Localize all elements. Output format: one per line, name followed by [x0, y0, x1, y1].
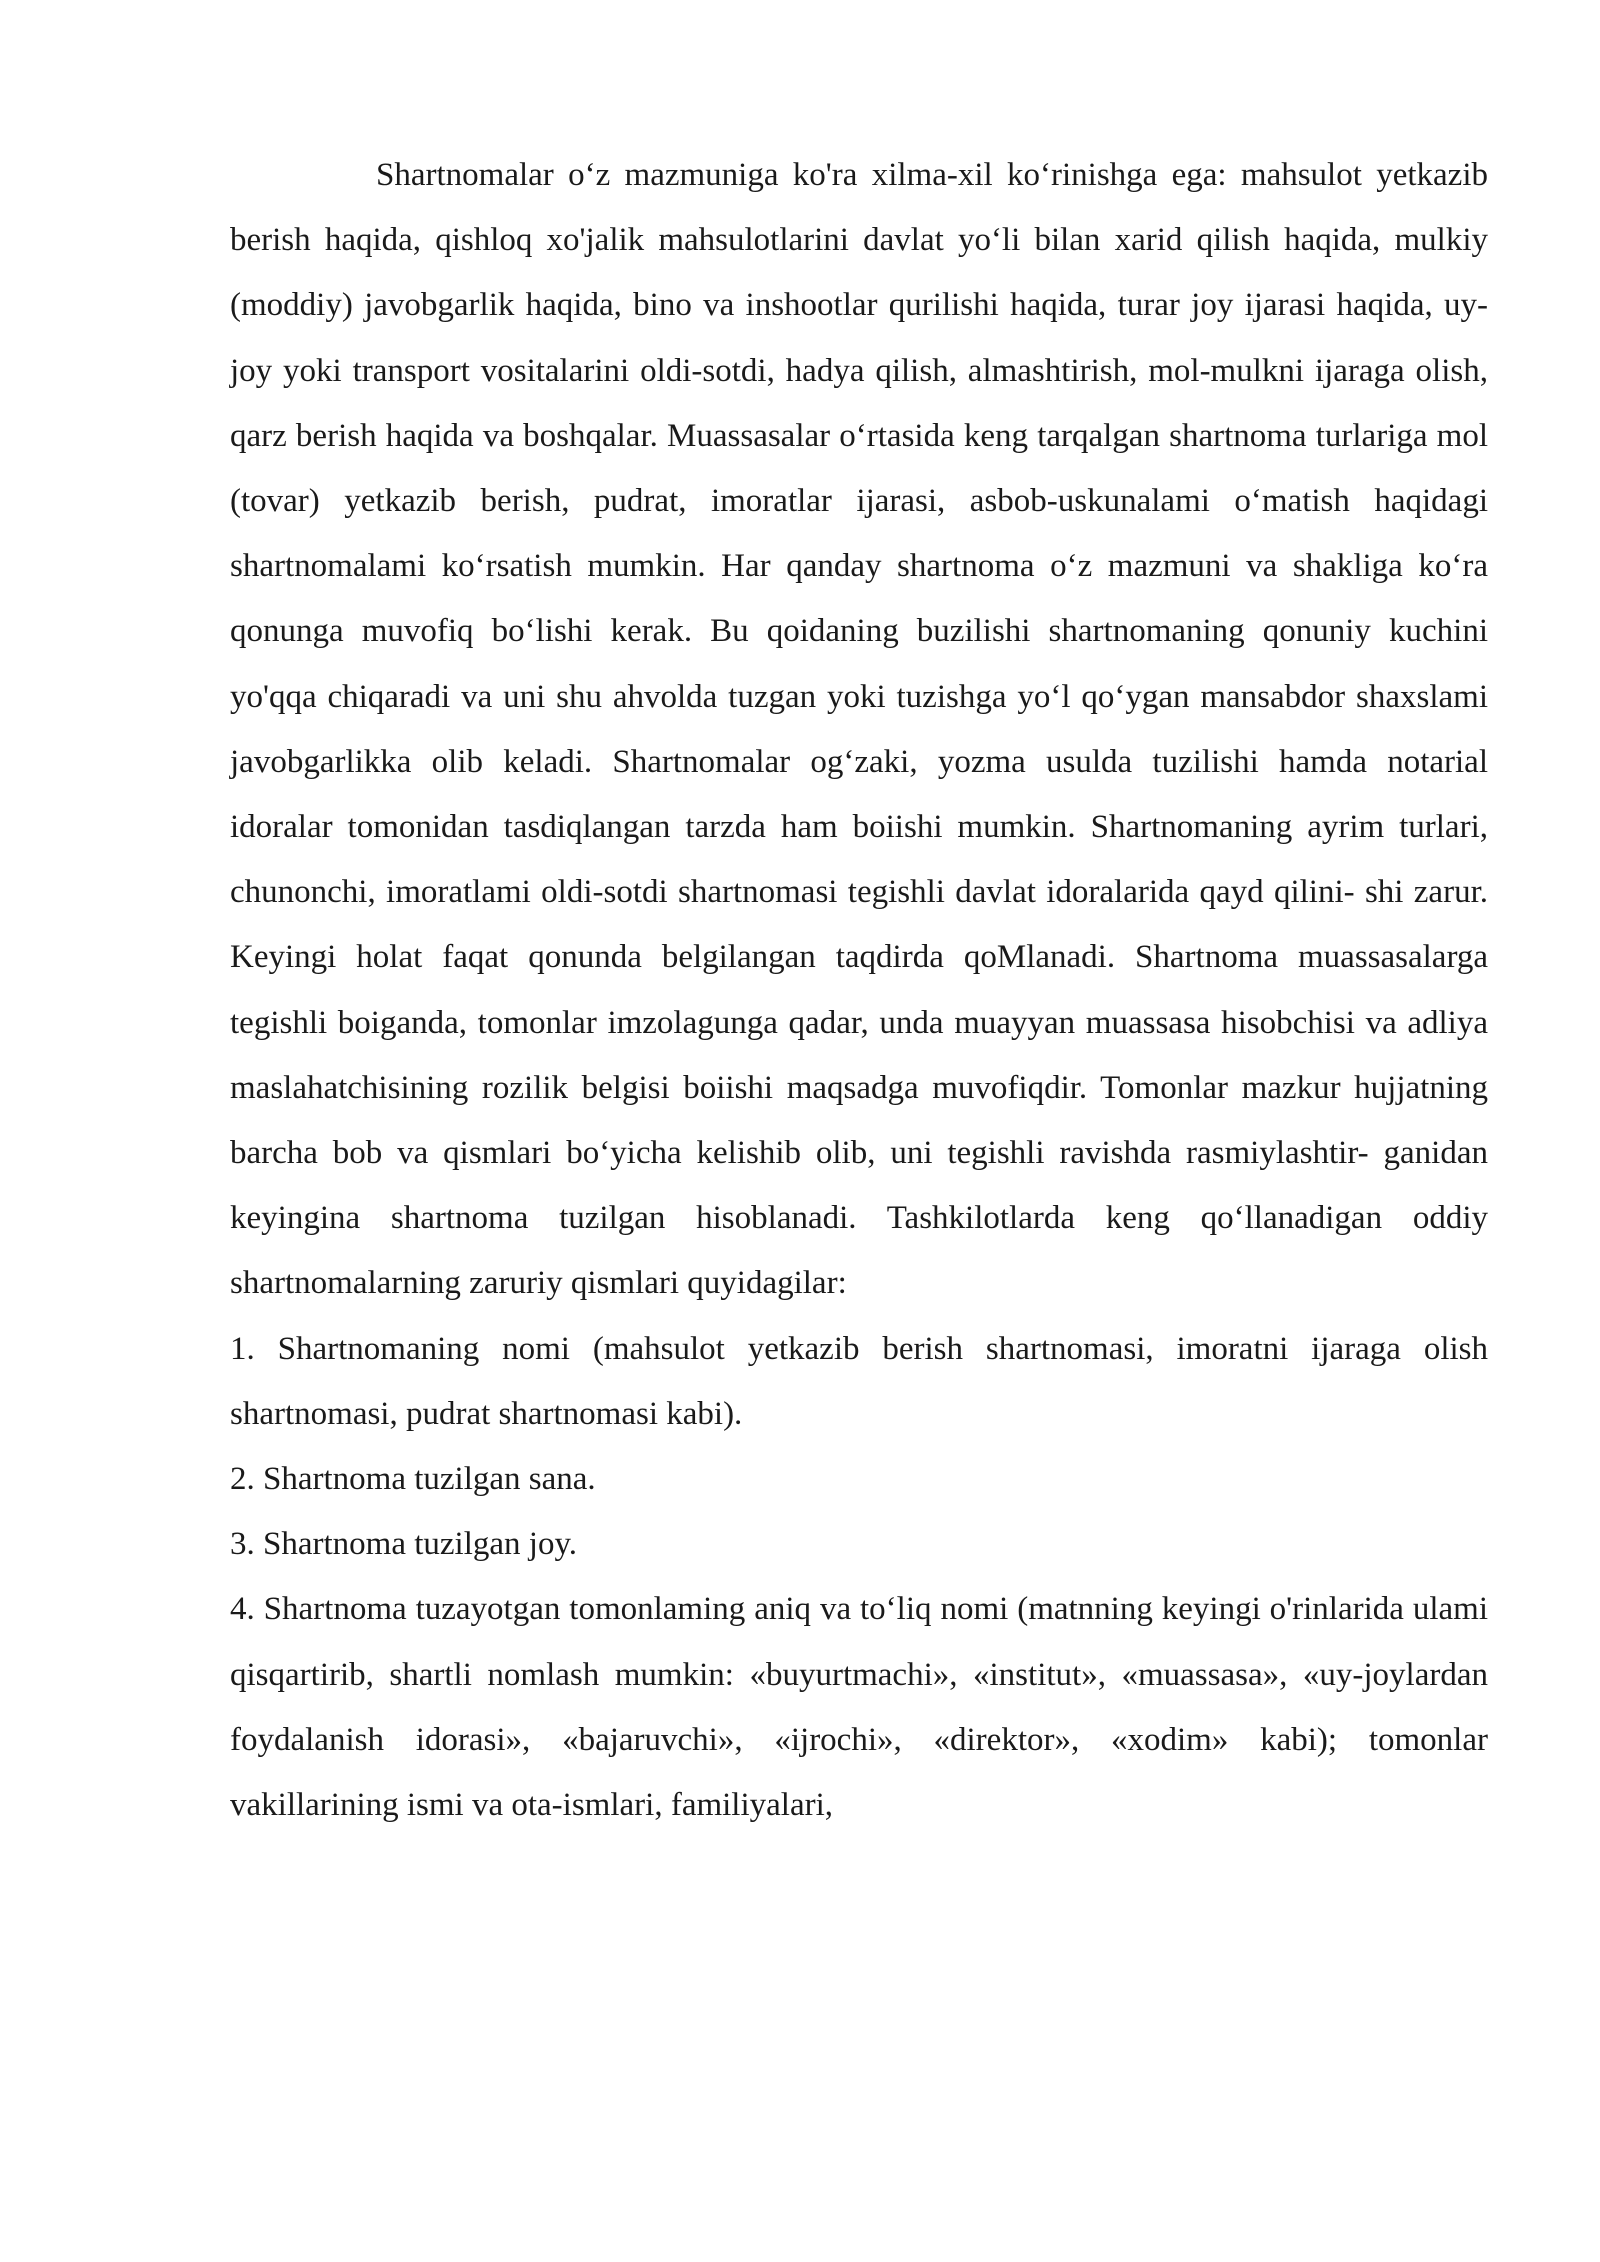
list-item-2: 2. Shartnoma tuzilgan sana.	[230, 1461, 596, 1498]
list-item-4: 4. Shartnoma tuzayotgan tomonlaming aniq va to‘liq nomi (matnning keyingi o'rinlarida ulami qisqartirib, shartli nomlash mumkin: «buyurtmachi», «institut», «muassasa», «uy-joylardan foydalanish idorasi», «bajaruvchi», «ijrochi», «direktor», «xodim» kabi); tomonlar vakillarining ismi va ota-ismlari, familiyalari,	[230, 1591, 1488, 1824]
list-item-1: 1. Shartnomaning nomi (mahsulot yetkazib berish shartnomasi, imoratni ijaraga olish shartnomasi, pudrat shartnomasi kabi).	[230, 1330, 1488, 1432]
document-body	[230, 143, 1488, 1838]
intro-paragraph: Shartnomalar o‘z mazmuniga ko'ra xilma-xil ko‘rinishga ega: mahsulot yetkazib berish haqida, qishloq xo'jalik mahsulotlarini davlat yo‘li bilan xarid qilish haqida, mulkiy (moddiy) javobgarlik haqida, bino va inshootlar qurilishi haqida, turar joy ijarasi haqida, uy-joy yoki transport vositalarini oldi-sotdi, hadya qilish, almashtirish, mol-mulkni ijaraga olish, qarz berish haqida va boshqalar. Muassasalar o‘rtasida keng tarqalgan shartnoma turlariga mol (tovar) yetkazib berish, pudrat, imoratlar ijarasi, asbob-uskunalami o‘matish haqidagi shartnomalami ko‘rsatish mumkin. Har qanday shartnoma o‘z mazmuni va shakliga ko‘ra qonunga muvofiq bo‘lishi kerak. Bu qoidaning buzilishi shartnomaning qonuniy kuchini yo'qqa chiqaradi va uni shu ahvolda tuzgan yoki tuzishga yo‘l qo‘ygan mansabdor shaxslami javobgarlikka olib keladi. Shartnomalar og‘zaki, yozma usulda tuzilishi hamda notarial idoralar tomonidan tasdiqlangan tarzda ham boiishi mumkin. Shartnomaning ayrim turlari, chunonchi, imoratlami oldi-sotdi shartnomasi tegishli davlat idoralarida qayd qilini- shi zarur. Keyingi holat faqat qonunda belgilangan taqdirda qoMlanadi. Shartnoma muassasalarga tegishli boiganda, tomonlar imzolagunga qadar, unda muayyan muassasa hisobchisi va adliya maslahatchisining rozilik belgisi boiishi maqsadga muvofiqdir. Tomonlar mazkur hujjatning barcha bob va qismlari bo‘yicha kelishib olib, uni tegishli ravishda rasmiylashtir- ganidan keyingina shartnoma tuzilgan hisoblanadi. Tashkilotlarda keng qo‘llanadigan oddiy shartnomalarning zaruriy qismlari quyidagilar:	[230, 157, 1488, 1302]
list-item-3: 3. Shartnoma tuzilgan joy.	[230, 1526, 578, 1563]
